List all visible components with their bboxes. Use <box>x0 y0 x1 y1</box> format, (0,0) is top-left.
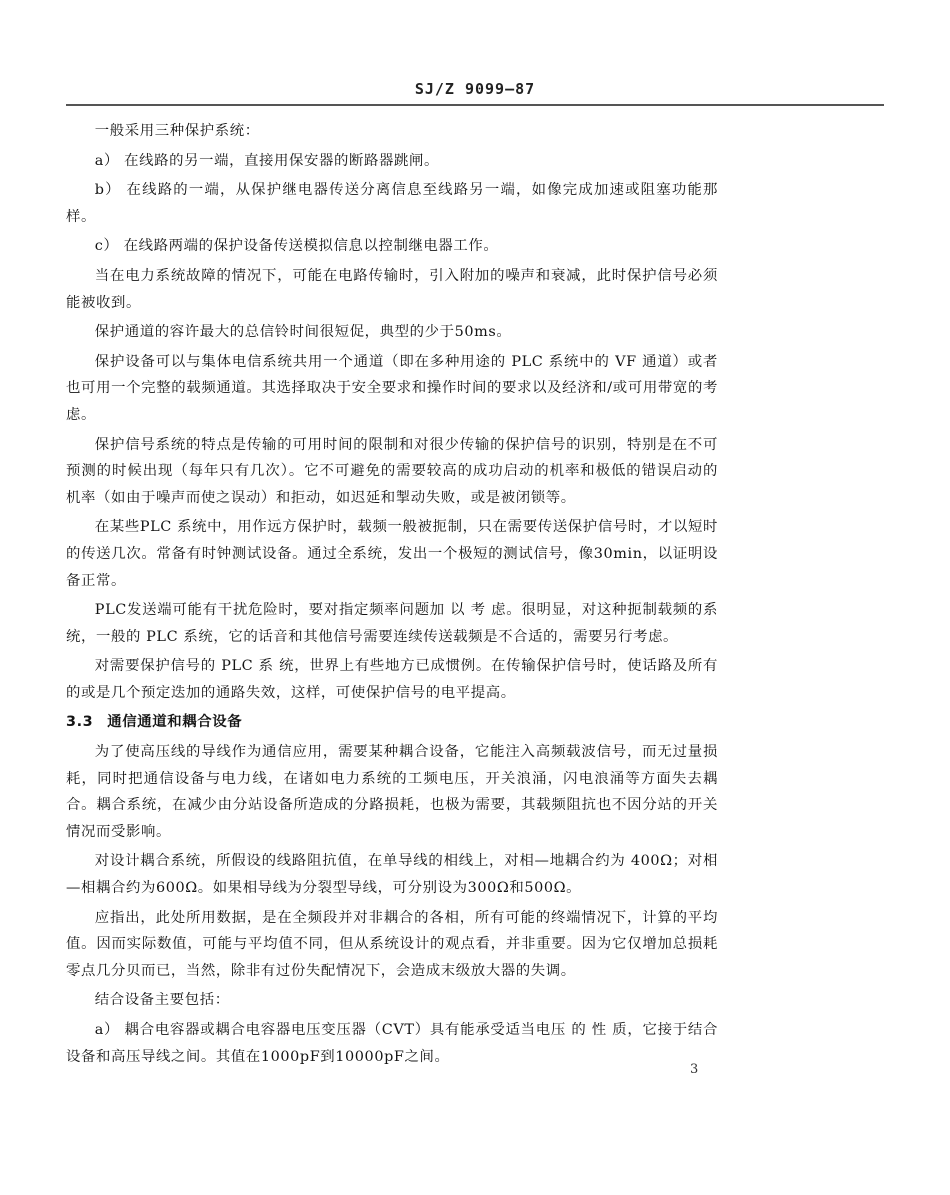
list-item-b: b） 在线路的一端，从保护继电器传送分离信息至线路另一端，如像完成加速或阻塞功能那样。 <box>66 182 718 225</box>
paragraph: 结合设备主要包括： <box>94 992 230 1009</box>
document-code-header: SJ/Z 9099—87 <box>414 80 536 98</box>
paragraph: 为了使高压线的导线作为通信应用，需要某种耦合设备，它能注入高频载波信号，而无过量损耗，同时把通信设备与电力线，在诸如电力系统的工频电压，开关浪涌，闪电浪涌等方面失去耦合。耦合系统，在减少由分站设备所造成的分路损耗，也极为需要，其载频阻抗也不因分站的开关情况而受影响。 <box>66 744 718 840</box>
paragraph-intro: 一般采用三种保护系统： <box>94 123 260 139</box>
paragraph: 在某些PLC 系统中，用作远方保护时，载频一般被扼制，只在需要传送保护信号时，才以短时的传送几次。常备有时钟测试设备。通过全系统，发出一个极短的测试信号，像30min，以证明设备正常。 <box>66 519 718 589</box>
paragraph: 对设计耦合系统，所假设的线路阻抗值，在单导线的相线上，对相—地耦合约为 400Ω；对相—相耦合约为600Ω。如果相导线为分裂型导线，可分别设为300Ω和500Ω。 <box>66 853 718 897</box>
list-item-a: a） 耦合电容器或耦合电容器电压变压器（CVT）具有能承受适当电压 的 性 质，它接于结合设备和高压导线之间。其值在1000pF到10000pF之间。 <box>66 1022 718 1065</box>
paragraph: 当在电力系统故障的情况下，可能在电路传输时，引入附加的噪声和衰减，此时保护信号必须能被收到。 <box>66 267 718 311</box>
paragraph: 保护设备可以与集体电信系统共用一个通道（即在多种用途的 PLC 系统中的 VF 通道）或者也可用一个完整的载频通道。其选择取决于安全要求和操作时间的要求以及经济和/或可用带宽的考虑。 <box>66 353 718 423</box>
section-number: 3.3 <box>66 714 94 731</box>
paragraph: 对需要保护信号的 PLC 系 统，世界上有些地方已成惯例。在传输保护信号时，使话路及所有的或是几个预定迭加的通路失效，这样，可使保护信号的电平提高。 <box>66 658 718 701</box>
list-item-c: c） 在线路两端的保护设备传送模拟信息以控制继电器工作。 <box>94 238 499 255</box>
section-heading <box>66 709 718 736</box>
paragraph: 应指出，此处所用数据，是在全频段并对非耦合的各相，所有可能的终端情况下，计算的平均值。因而实际数值，可能与平均值不同，但从系统设计的观点看，并非重要。因为它仅增加总损耗零点几分贝而已，当然，除非有过份失配情况下，会造成末级放大器的失调。 <box>66 909 718 979</box>
section-title: 通信通道和耦合设备 <box>107 713 243 731</box>
paragraph: PLC发送端可能有干扰危险时，要对指定频率问题加 以 考 虑。很明显，对这种扼制载频的系统，一般的 PLC 系统，它的话音和其他信号需要连续传送载频是不合适的，需要另行考虑。 <box>66 602 718 645</box>
paragraph: 保护信号系统的特点是传输的可用时间的限制和对很少传输的保护信号的识别，特别是在不可预测的时候出现（每年只有几次）。它不可避免的需要较高的成功启动的机率和极低的错误启动的机率（如由于噪声而使之误动）和拒动，如迟延和掣动失败，或是被闭锁等。 <box>66 436 718 506</box>
list-item-a: a） 在线路的另一端，直接用保安器的断路器跳闸。 <box>94 152 439 169</box>
paragraph: 保护通道的容许最大的总信铃时间很短促，典型的少于50ms。 <box>94 324 512 341</box>
header-rule <box>66 104 884 106</box>
body-text <box>66 118 718 1073</box>
page-number: 3 <box>690 1062 699 1077</box>
